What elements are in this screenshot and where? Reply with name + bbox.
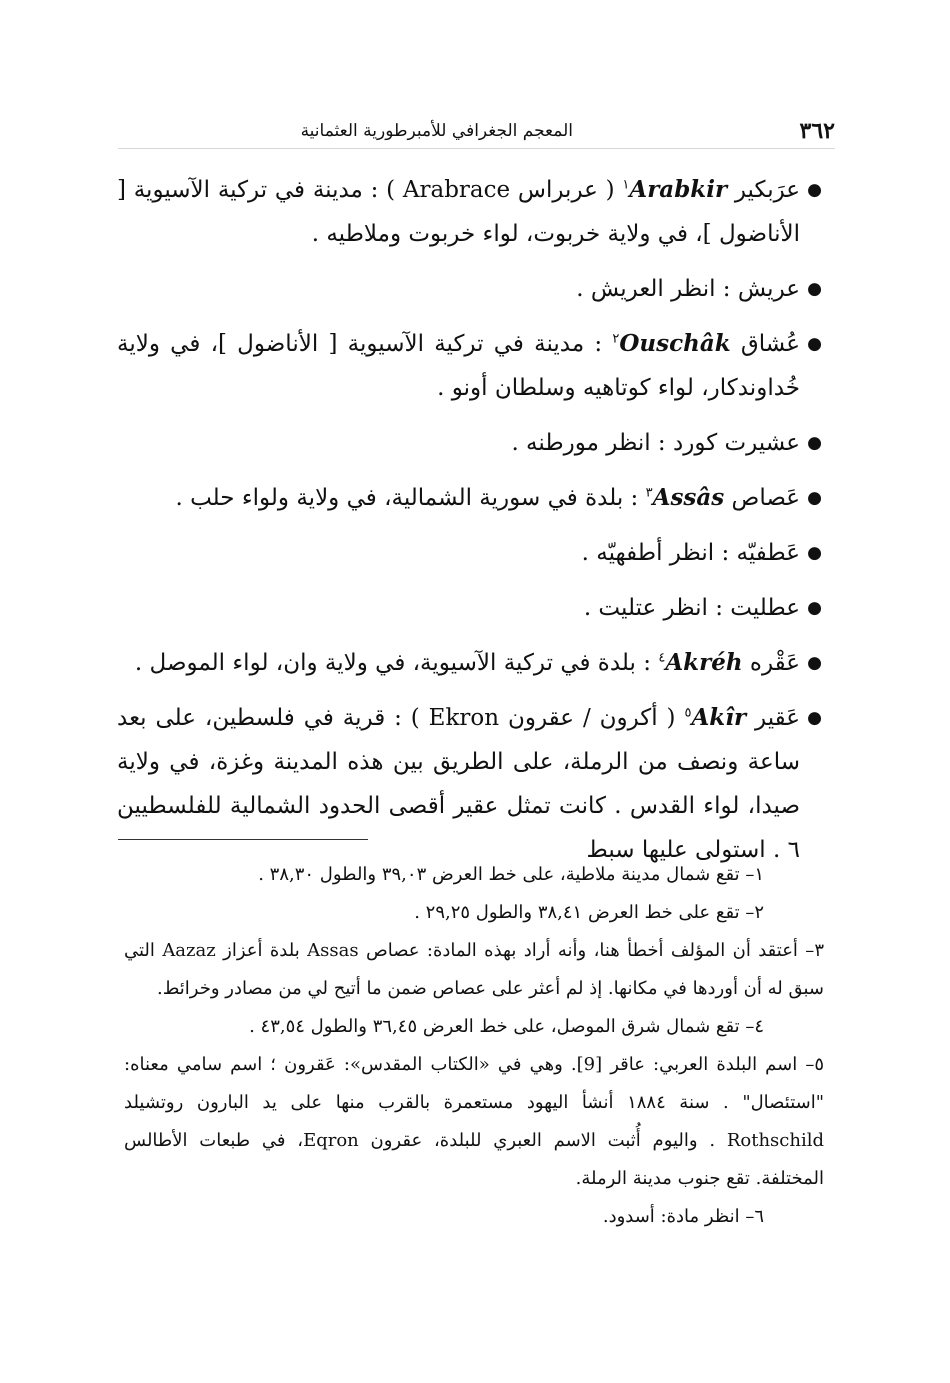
entry-arabkir	[117, 168, 822, 256]
entry-latin-name: Akréh	[665, 649, 743, 676]
entry-text: عَطفيّه : انظر أطفهيّه .	[581, 540, 800, 566]
entry-akir	[117, 696, 822, 872]
entry-name: عَقير	[755, 705, 800, 731]
entry-name: عَقْره	[749, 650, 800, 676]
entry-text: عشيرت كورد : انظر مورطنه .	[511, 430, 800, 456]
bullet-icon: ●	[807, 543, 822, 563]
entry-ashirat-kurd	[117, 421, 822, 465]
footnote-4: ٤– تقع شمال شرق الموصل، على خط العرض ٣٦,٤٥ والطول ٤٣,٥٤ .	[249, 1016, 764, 1037]
footnote-separator	[118, 839, 368, 840]
entry-atlit	[117, 586, 822, 630]
entry-ouschak	[117, 322, 822, 410]
footnote-2: ٢– تقع على خط العرض ٣٨,٤١ والطول ٢٩,٢٥ .	[414, 902, 764, 923]
footnote-ref: ٣	[645, 485, 653, 501]
entry-atfiyya	[117, 531, 822, 575]
bullet-icon: ●	[807, 279, 822, 299]
entry-text: ( عربراس Arabrace ) : مدينة في تركية الآسيوية [ الأناضول ]، في ولاية خربوت، لواء خربوت وملاطيه .	[117, 177, 800, 247]
entry-name: عرَبكير	[734, 177, 801, 203]
entry-akreh	[117, 641, 822, 685]
footnotes	[124, 856, 824, 1236]
bullet-icon: ●	[807, 598, 822, 618]
footnote-3: ٣– أعتقد أن المؤلف أخطأ هنا، وأنه أراد بهذه المادة: عصاص Assas بلدة أعزاز Aazaz التي سبق له أن أوردها في مكانها. إذ لم أعثر على عصاص ضمن ما أتيح لي من مصادر وخرائط.	[124, 940, 824, 999]
entry-text: : بلدة في سورية الشمالية، في ولاية ولواء حلب .	[175, 485, 639, 511]
entry-text: ( أكرون / عقرون Ekron ) : قرية في فلسطين، على بعد ساعة ونصف من الرملة، على الطريق بين هذه المدينة وغزة، في ولاية صيدا، لواء القدس . كانت تمثل عقير أقصى الحدود الشمالية للفلسطيين ٦ . استولى عليها سبط	[117, 705, 800, 863]
footnote-1: ١– تقع شمال مدينة ملاطية، على خط العرض ٣٩,٠٣ والطول ٣٨,٣٠ .	[258, 864, 764, 885]
entry-latin-name: Ouschâk	[619, 330, 731, 357]
running-title: المعجم الجغرافي للأمبرطورية العثمانية	[300, 121, 573, 141]
bullet-icon: ●	[807, 334, 822, 354]
footnote-ref: ٢	[612, 331, 620, 347]
footnote-ref: ٤	[658, 650, 666, 666]
footnote-ref: ١	[622, 177, 630, 193]
entry-arish	[117, 267, 822, 311]
entry-latin-name: Arabkir	[629, 176, 728, 203]
bullet-icon: ●	[807, 180, 822, 200]
footnote-ref: ٥	[684, 705, 692, 721]
page-header	[118, 118, 835, 149]
bullet-icon: ●	[807, 708, 822, 728]
entry-latin-name: Assâs	[652, 484, 725, 511]
entry-assas	[117, 476, 822, 520]
dictionary-entries	[117, 168, 822, 883]
entry-text: : بلدة في تركية الآسيوية، في ولاية وان، لواء الموصل .	[134, 650, 652, 676]
footnote-6: ٦– انظر مادة: أسدود.	[602, 1206, 764, 1227]
entry-text: عطليت : انظر عتليت .	[583, 595, 800, 621]
bullet-icon: ●	[807, 488, 822, 508]
entry-name: عَصاص	[731, 485, 800, 511]
entry-text: عريش : انظر العريش .	[576, 276, 800, 302]
bullet-icon: ●	[807, 653, 822, 673]
bullet-icon: ●	[807, 433, 822, 453]
footnote-5: ٥– اسم البلدة العربي: عاقر [9]. وهي في «الكتاب المقدس»: عَقرون ؛ اسم سامي معناه: "استئصال" . سنة ١٨٨٤ أنشأ اليهود مستعمرة بالقرب منها على يد البارون روتشيلد Rothschild . واليوم أُثبت الاسم العبري للبلدة، عقرون Eqron، في طبعات الأطالس المختلفة. تقع جنوب مدينة الرملة.	[124, 1054, 825, 1189]
page-number: ٣٦٢	[799, 118, 835, 144]
entry-text: : مدينة في تركية الآسيوية [ الأناضول ]، في ولاية خُداوندكار، لواء كوتاهيه وسلطان أونو .	[117, 331, 800, 401]
entry-name: عُشاق	[740, 331, 801, 357]
entry-latin-name: Akîr	[691, 704, 747, 731]
